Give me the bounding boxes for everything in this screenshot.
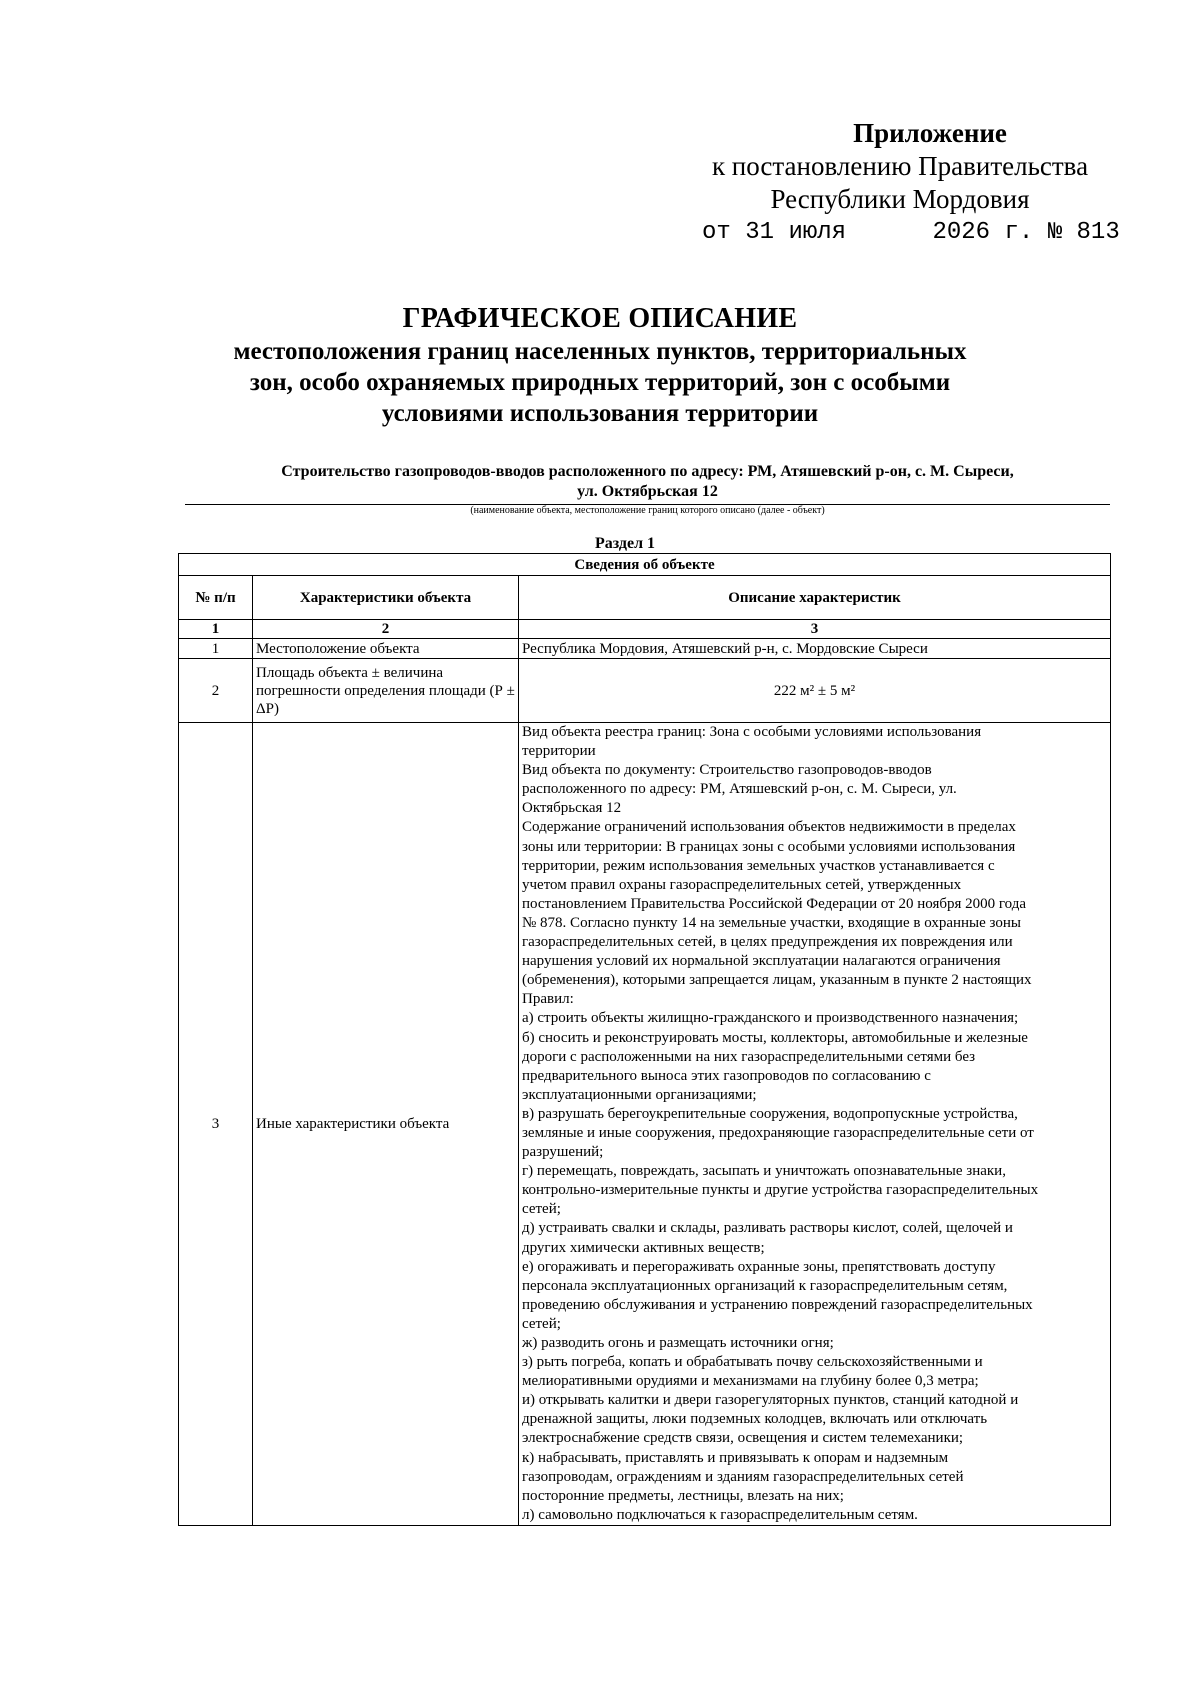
description-line: предварительного выноса этих газопроводов по согласованию с xyxy=(522,1067,931,1084)
table-row xyxy=(179,723,1111,1526)
description-line: земляные и иные сооружения, предохраняющие газораспределительные сети от xyxy=(522,1124,1034,1141)
description-line: территории xyxy=(522,743,596,760)
section-title: Раздел 1 xyxy=(594,535,656,552)
column-number: 1 xyxy=(179,620,253,639)
heading-subtitle-2: зон, особо охраняемых природных территорий, зон с особыми xyxy=(249,369,951,396)
description-line: постановлением Правительства Российской Федерации от 20 ноября 2000 года xyxy=(522,895,1027,912)
description-line: электроснабжение средств связи, освещения и систем телемеханики; xyxy=(522,1430,964,1447)
description-line: д) устраивать свалки и склады, разливать растворы кислот, солей, щелочей и xyxy=(522,1220,1013,1237)
description-line: Октябрьская 12 xyxy=(522,800,622,817)
number-prefix: № xyxy=(1047,219,1063,246)
appendix-block xyxy=(690,116,1120,250)
description-line: персонала эксплуатационных организаций к газораспределительным сетям, xyxy=(522,1277,1008,1294)
object-name-line-1: Строительство газопроводов-вводов расположенного по адресу: РМ, Атяшевский р-он, с. М. Сыреси, xyxy=(281,463,1014,480)
description-line: проведению обслуживания и устранению повреждений газораспределительных xyxy=(522,1296,1033,1313)
row-description: Республика Мордовия, Атяшевский р-н, с. Мордовские Сыреси xyxy=(519,639,1111,659)
description-line: сетей; xyxy=(522,1315,561,1332)
description-line: б) сносить и реконструировать мосты, коллекторы, автомобильные и железные xyxy=(522,1029,1028,1046)
object-name xyxy=(185,462,1110,502)
description-line: и) открывать калитки и двери газорегуляторных пунктов, станций катодной и xyxy=(522,1392,1019,1409)
description-line: нарушения условий их нормальной эксплуатации налагаются ограничения xyxy=(522,953,1001,970)
column-number: 3 xyxy=(519,620,1111,639)
row-num: 2 xyxy=(179,659,253,723)
appendix-date-line xyxy=(690,216,1120,250)
description-line: Вид объекта реестра границ: Зона с особыми условиями использования xyxy=(522,724,982,740)
row-characteristic: Местоположение объекта xyxy=(253,639,519,659)
description-line: а) строить объекты жилищно-гражданского и производственного назначения; xyxy=(522,1010,1019,1027)
row-description xyxy=(519,723,1111,1526)
document-heading xyxy=(130,302,1070,429)
description-line: эксплуатационными организациями; xyxy=(522,1086,757,1103)
appendix-line-1: к постановлению Правительства xyxy=(711,151,1089,181)
description-line: Вид объекта по документу: Строительство газопроводов-вводов xyxy=(522,762,932,779)
appendix-line-2: Республики Мордовия xyxy=(770,184,1030,214)
description-line: (обременения), которыми запрещается лицам, указанным в пункте 2 настоящих xyxy=(522,972,1032,989)
description-line: Правил: xyxy=(522,991,574,1008)
description-line: контрольно-измерительные пункты и другие устройства газораспределительных xyxy=(522,1182,1039,1199)
description-line: сетей; xyxy=(522,1201,561,1218)
date-month: июля xyxy=(788,219,847,246)
description-line: разрушений; xyxy=(522,1144,604,1161)
date-prefix: от xyxy=(702,219,731,246)
description-line: расположенного по адресу: РМ, Атяшевский р-он, с. М. Сыреси, ул. xyxy=(522,781,957,798)
description-line: территории, режим использования земельных участков устанавливается с xyxy=(522,857,995,874)
description-line: е) огораживать и перегораживать охранные зоны, препятствовать доступу xyxy=(522,1258,996,1275)
description-line: газопроводам, ограждениям и зданиям газораспределительных сетей xyxy=(522,1468,964,1485)
column-header-characteristic: Характеристики объекта xyxy=(253,576,519,620)
table-caption-row xyxy=(179,554,1111,576)
column-header-num: № п/п xyxy=(179,576,253,620)
description-line: л) самовольно подключаться к газораспределительным сетям. xyxy=(522,1506,918,1523)
object-caption: (наименование объекта, местоположение границ которого описано (далее - объект) xyxy=(470,505,825,516)
description-line: № 878. Согласно пункту 14 на земельные участки, входящие в охранные зоны xyxy=(522,914,1021,931)
column-header-description: Описание характеристик xyxy=(519,576,1111,620)
table-header-row xyxy=(179,576,1111,620)
description-line: посторонние предметы, лестницы, влезать на них; xyxy=(522,1487,844,1504)
description-line: мелиоративными орудиями и механизмами на глубину более 0,3 метра; xyxy=(522,1373,979,1390)
column-number-row xyxy=(179,620,1111,639)
description-lines xyxy=(522,723,1107,1525)
row-num: 1 xyxy=(179,639,253,659)
description-line: учетом правил охраны газораспределительных сетей, утвержденных xyxy=(522,876,962,893)
object-info-table xyxy=(178,553,1111,1526)
description-line: дренажной защиты, люки подземных колодцев, включать или отключать xyxy=(522,1411,988,1428)
appendix-title: Приложение xyxy=(853,118,1007,148)
document-number: 813 xyxy=(1076,219,1120,246)
heading-title: ГРАФИЧЕСКОЕ ОПИСАНИЕ xyxy=(402,303,798,334)
description-line: г) перемещать, повреждать, засыпать и уничтожать опознавательные знаки, xyxy=(522,1163,1006,1180)
description-line: в) разрушать берегоукрепительные сооружения, водопропускные устройства, xyxy=(522,1105,1018,1122)
object-name-line-2: ул. Октябрьская 12 xyxy=(577,483,718,500)
date-year: 2026 г. xyxy=(932,219,1034,246)
row-num: 3 xyxy=(179,723,253,1526)
description-line: з) рыть погреба, копать и обрабатывать почву сельскохозяйственными и xyxy=(522,1354,983,1371)
row-description: 222 м² ± 5 м² xyxy=(519,659,1111,723)
description-line: газораспределительных сетей, в целях предупреждения их повреждения или xyxy=(522,934,1013,951)
description-line: дороги с расположенными на них газораспределительными сетями без xyxy=(522,1048,976,1065)
description-line: Содержание ограничений использования объектов недвижимости в пределах xyxy=(522,819,1016,836)
description-line: к) набрасывать, приставлять и привязывать к опорам и надземным xyxy=(522,1449,949,1466)
table-caption: Сведения об объекте xyxy=(179,554,1111,576)
row-characteristic: Иные характеристики объекта xyxy=(253,723,519,1526)
table-row xyxy=(179,639,1111,659)
table-row xyxy=(179,659,1111,723)
date-day: 31 xyxy=(745,219,775,246)
column-number: 2 xyxy=(253,620,519,639)
description-line: ж) разводить огонь и размещать источники огня; xyxy=(522,1335,834,1351)
description-line: других химически активных веществ; xyxy=(522,1239,765,1256)
heading-subtitle-3: условиями использования территории xyxy=(381,400,819,427)
row-characteristic: Площадь объекта ± величина погрешности определения площади (Р ± ΔР) xyxy=(253,659,519,723)
heading-subtitle-1: местоположения границ населенных пунктов, территориальных xyxy=(233,338,967,365)
description-line: зоны или территории: В границах зоны с особыми условиями использования xyxy=(522,838,1016,855)
